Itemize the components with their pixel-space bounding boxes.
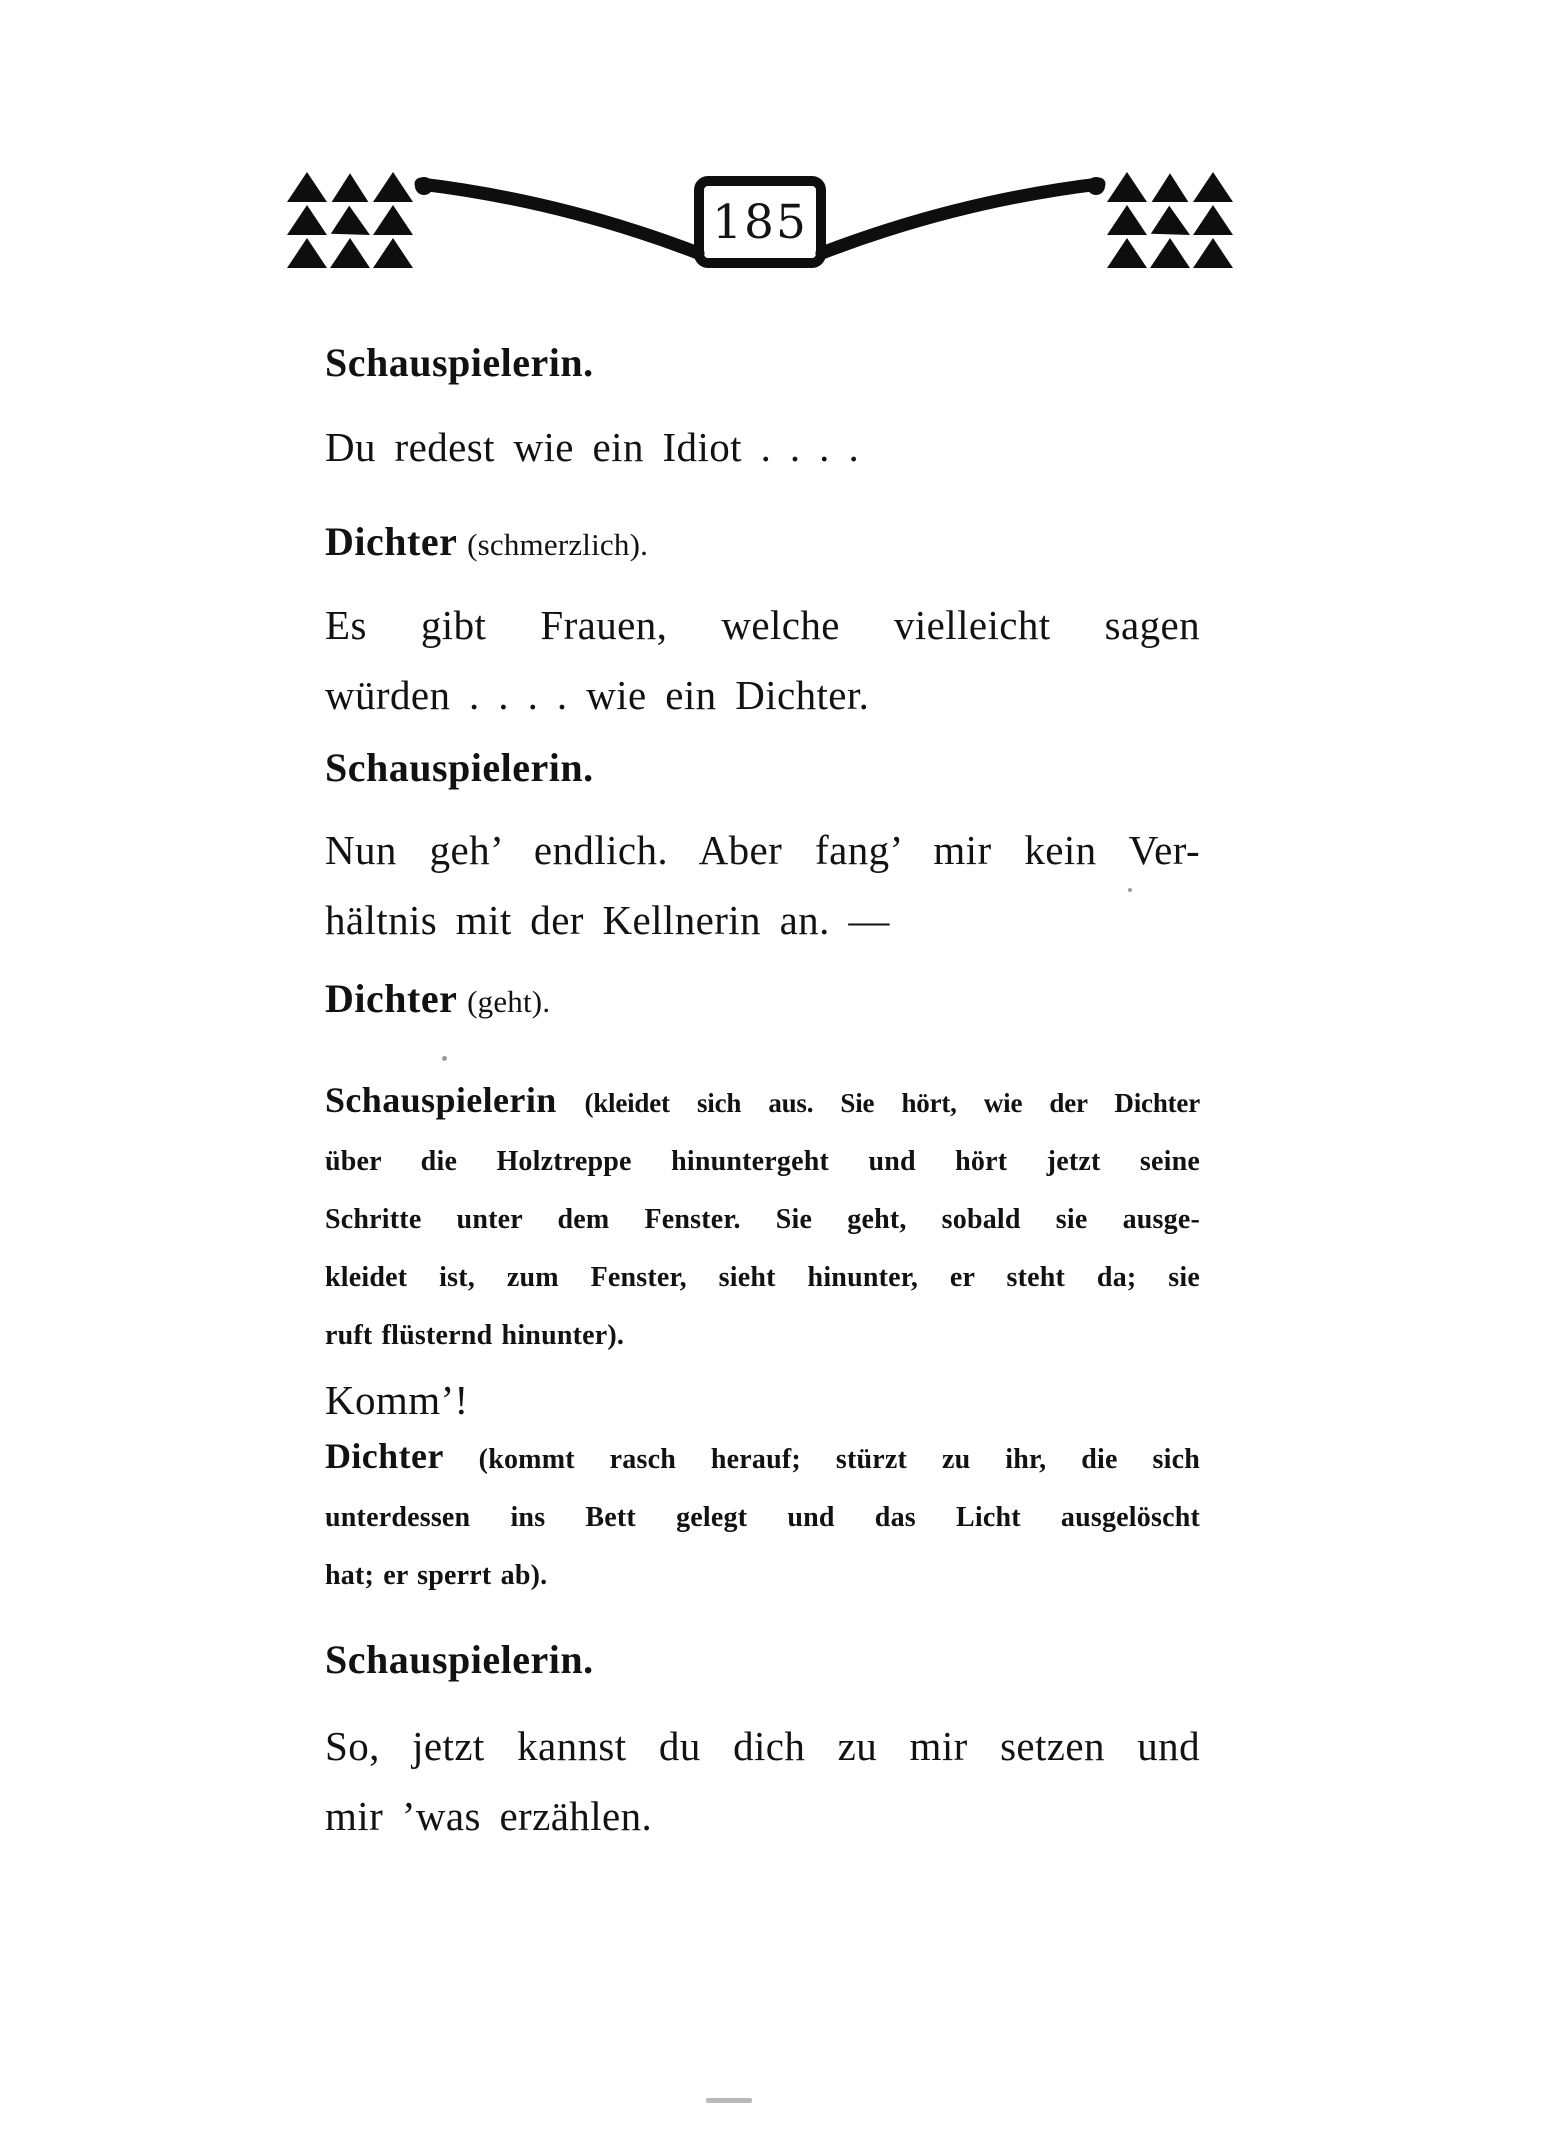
stage-direction-line: Schritte unter dem Fenster. Sie geht, sobald sie ausge- [325, 1204, 1200, 1235]
dialogue-line: Es gibt Frauen, welche vielleicht sagen [325, 602, 1200, 648]
triangle-icon [1107, 205, 1147, 235]
triangle-icon [1150, 205, 1190, 235]
page-number: 185 [712, 194, 808, 250]
speaker-name: Schauspielerin [325, 1080, 557, 1120]
speaker-line [325, 507, 1200, 580]
header-flourish-left [421, 184, 698, 253]
dialogue-line: Komm’! [325, 1377, 469, 1423]
speech-block [325, 1625, 1200, 1851]
speaker-name: Schauspielerin. [325, 340, 594, 385]
stage-direction-line [325, 1071, 1200, 1133]
speech-block [325, 964, 1200, 1037]
speech-block [325, 507, 1200, 730]
stage-direction-line [325, 1427, 1200, 1489]
dialogue-line: So, jetzt kannst du dich zu mir setzen und [325, 1723, 1200, 1769]
stage-direction-inline: (geht). [467, 984, 551, 1019]
stage-direction-line: unterdessen ins Bett gelegt und das Licht ausgelöscht [325, 1502, 1200, 1533]
triangle-icon [1193, 238, 1233, 268]
stage-direction-line: ruft flüsternd hinunter). [325, 1320, 625, 1351]
speech-block [325, 1427, 1200, 1605]
speaker-name: Dichter [325, 1436, 444, 1476]
stage-direction-inline: (schmerzlich). [467, 527, 649, 562]
dialogue-line: Du redest wie ein Idiot . . . . [325, 424, 860, 470]
speech-block [325, 328, 1200, 482]
dialogue-line: würden . . . . wie ein Dichter. [325, 672, 870, 718]
speaker-name: Dichter [325, 976, 457, 1021]
dialogue-line: Nun geh’ endlich. Aber fang’ mir kein Ver- [325, 827, 1200, 873]
triangle-icon [1150, 238, 1190, 268]
triangle-ornament-right [1107, 172, 1233, 268]
header-flourish-right [822, 184, 1099, 253]
stage-direction-line: kleidet ist, zum Fenster, sieht hinunter, er steht da; sie [325, 1262, 1200, 1293]
dialogue-line: hältnis mit der Kellnerin an. — [325, 897, 890, 943]
stage-direction-text: (kommt rasch herauf; stürzt zu ihr, die sich [478, 1444, 1200, 1475]
stage-direction-line: über die Holztreppe hinuntergeht und hört jetzt seine [325, 1146, 1200, 1177]
dialogue-line: mir ’was erzählen. [325, 1793, 653, 1839]
triangle-icon [1150, 172, 1190, 202]
stage-direction-text: (kleidet sich aus. Sie hört, wie der Dichter [584, 1088, 1200, 1118]
speech-block [325, 733, 1200, 955]
speaker-name: Schauspielerin. [325, 745, 594, 790]
speaker-name: Schauspielerin. [325, 1637, 594, 1682]
triangle-icon [1193, 205, 1233, 235]
scan-artifact [1128, 888, 1132, 892]
triangle-icon [1107, 238, 1147, 268]
page-number-box [694, 176, 826, 268]
scan-artifact [706, 2098, 752, 2103]
triangle-icon [1193, 172, 1233, 202]
speaker-line [325, 964, 1200, 1037]
flourish-cap-left [415, 177, 433, 195]
triangle-icon [1107, 172, 1147, 202]
speech-block [325, 1071, 1200, 1435]
speaker-name: Dichter [325, 519, 457, 564]
flourish-cap-right [1087, 177, 1105, 195]
stage-direction-line: hat; er sperrt ab). [325, 1560, 548, 1591]
page-header [0, 0, 1553, 300]
scan-artifact [442, 1056, 447, 1061]
